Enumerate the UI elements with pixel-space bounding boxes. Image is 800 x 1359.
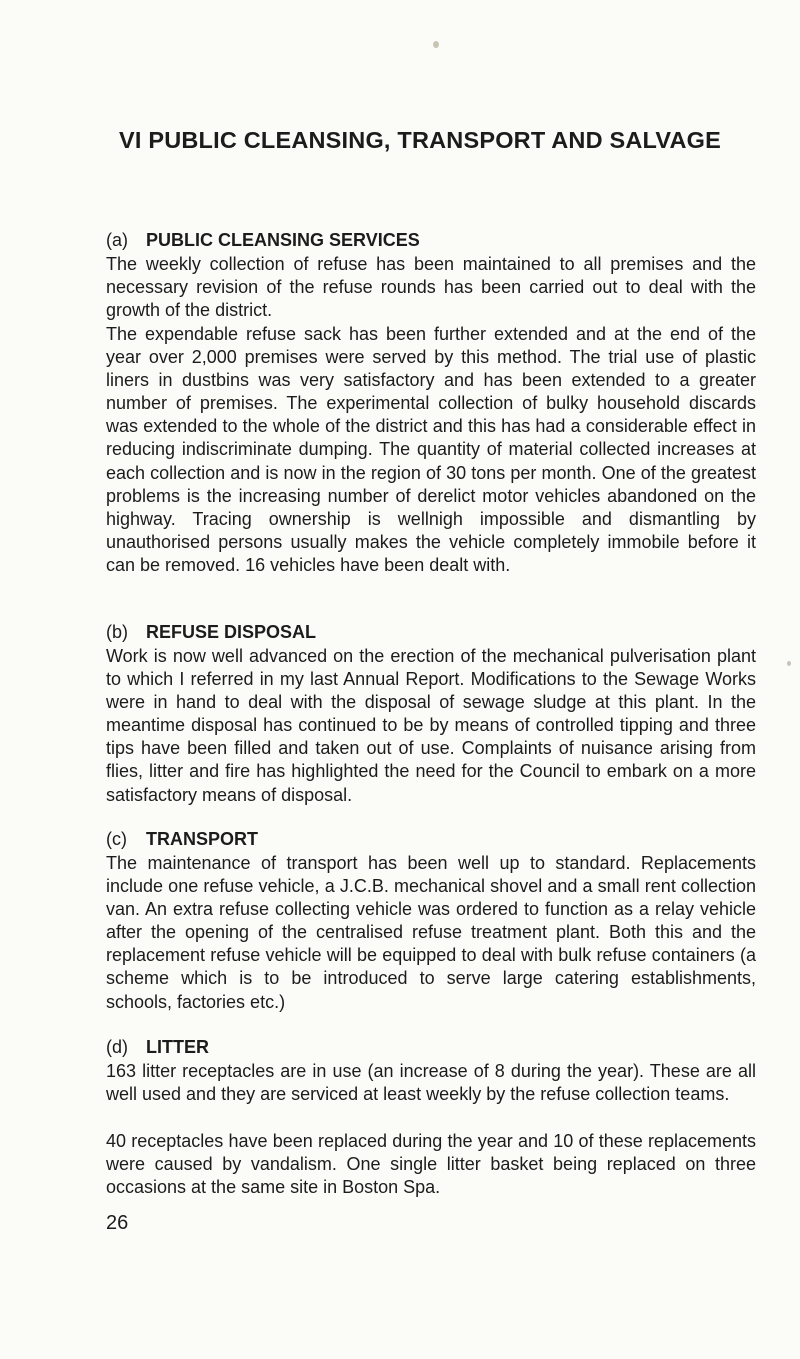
section-heading-a xyxy=(106,230,420,251)
paper-speck xyxy=(787,661,791,666)
section-letter: (c) xyxy=(106,829,127,849)
section-title: LITTER xyxy=(146,1037,209,1057)
section-title: TRANSPORT xyxy=(146,829,258,849)
paragraph: 163 litter receptacles are in use (an increase of 8 during the year). These are all well used and they are serviced at least weekly by the refuse collection teams. xyxy=(106,1061,756,1105)
section-letter: (d) xyxy=(106,1037,128,1057)
paper-speck xyxy=(433,41,439,48)
page-number: 26 xyxy=(106,1212,129,1234)
paragraph: The expendable refuse sack has been further extended and at the end of the year over 2,000 premises were served by this method. The trial use of plastic liners in dustbins was very satisfactory and has been extended to a greater number of premises. The experimental collection of bulky household discards was extended to the whole of the district and this has had a considerable effect in reducing indiscriminate dumping. The quantity of material collected increases at each collection and is now in the region of 30 tons per month. One of the greatest problems is the increasing number of derelict motor vehicles abandoned on the highway. Tracing ownership is wellnigh impossible and dismantling by unauthorised persons usually makes the vehicle completely immobile before it can be removed. 16 vehicles have been dealt with. xyxy=(106,324,756,575)
section-heading-c xyxy=(106,829,258,850)
page-title: VI PUBLIC CLEANSING, TRANSPORT AND SALVAGE xyxy=(119,127,722,153)
section-letter: (b) xyxy=(106,622,128,642)
paragraph: The weekly collection of refuse has been maintained to all premises and the necessary revision of the refuse rounds has been carried out to deal with the growth of the district. xyxy=(106,254,756,321)
paragraph: Work is now well advanced on the erection of the mechanical pulverisation plant to which I referred in my last Annual Report. Modifications to the Sewage Works were in hand to deal with the disposal of sewage sludge at this plant. In the meantime disposal has continued to be by means of controlled tipping and three tips have been filled and taken out of use. Complaints of nuisance arising from flies, litter and fire has highlighted the need for the Council to embark on a more satisfactory means of disposal. xyxy=(106,646,756,805)
section-title: PUBLIC CLEANSING SERVICES xyxy=(146,230,420,250)
paragraph: The maintenance of transport has been well up to standard. Replacements include one refuse vehicle, a J.C.B. mechanical shovel and a small rent collection van. An extra refuse collecting vehicle was ordered to function as a relay vehicle after the opening of the centralised refuse treatment plant. Both this and the replacement refuse vehicle will be equipped to deal with bulk refuse containers (a scheme which is to be introduced to serve large catering establishments, schools, factories etc.) xyxy=(106,853,756,1012)
paragraph: 40 receptacles have been replaced during the year and 10 of these replacements were caused by vandalism. One single litter basket being replaced on three occasions at the same site in Boston Spa. xyxy=(106,1131,756,1198)
section-title: REFUSE DISPOSAL xyxy=(146,622,317,642)
section-heading-d xyxy=(106,1037,209,1058)
section-letter: (a) xyxy=(106,230,128,250)
section-heading-b xyxy=(106,622,316,643)
